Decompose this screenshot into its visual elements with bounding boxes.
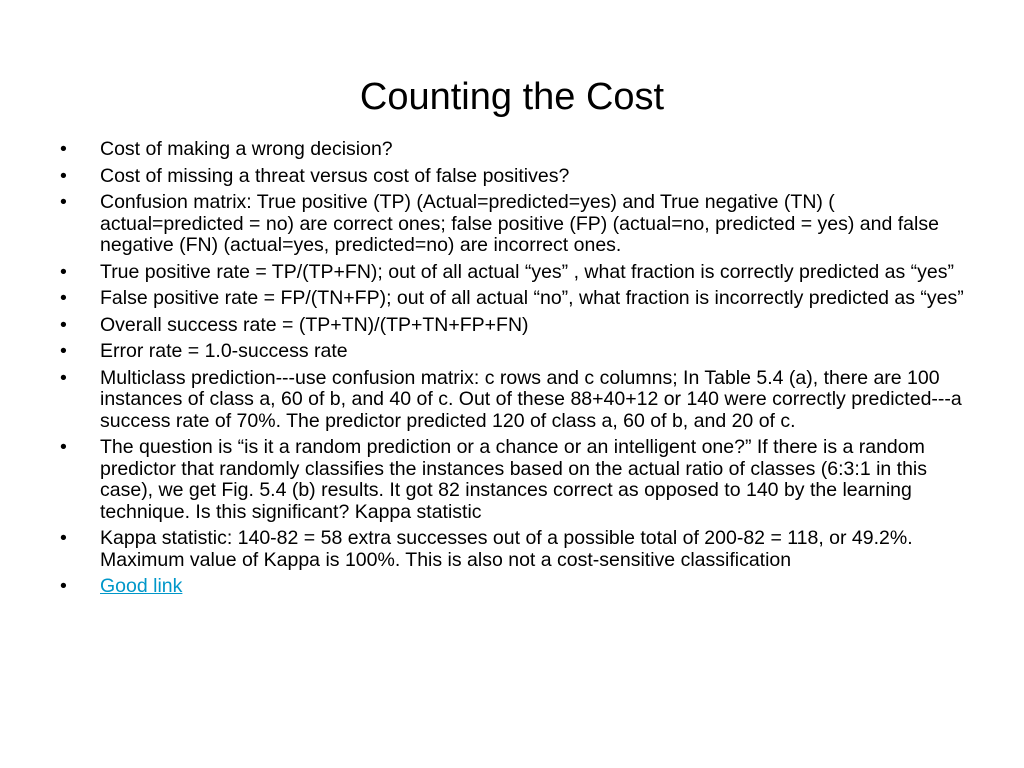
bullet-item [60,139,970,161]
bullet-item [60,288,970,310]
bullet-marker: • [60,436,67,458]
bullet-marker: • [60,138,67,160]
bullet-text: Cost of making a wrong decision? [100,138,393,160]
bullet-text: Multiclass prediction---use confusion matrix: c rows and c columns; In Table 5.4 (a), there are 100 instances of class a, 60 of b, and 40 of c. Out of these 88+40+12 or 140 were correctly predicted---a success rate of 70%. The predictor predicted 120 of class a, 60 of b, and 20 of c. [100,366,962,432]
bullet-text: Confusion matrix: True positive (TP) (Actual=predicted=yes) and True negative (TN) ( actual=predicted = no) are correct ones; false positive (FP) (actual=no, predicted = yes) and false negative (FN) (actual=yes, predicted=no) are incorrect ones. [100,191,939,256]
bullet-text: Overall success rate = (TP+TN)/(TP+TN+FP+FN) [100,313,529,336]
bullet-item [60,262,970,284]
bullet-marker: • [60,287,67,309]
bullet-item [60,437,970,523]
bullet-item [60,341,970,363]
bullet-marker: • [60,340,67,362]
bullet-text: Kappa statistic: 140-82 = 58 extra successes out of a possible total of 200-82 = 118, or 49.2%. Maximum value of Kappa is 100%. This is also not a cost-sensitive classification [100,527,913,571]
bullet-item [60,528,970,571]
bullet-item-link [60,576,970,598]
bullet-marker: • [60,313,67,336]
bullet-text: The question is “is it a random prediction or a chance or an intelligent one?” If there is a random predictor that randomly classifies the instances based on the actual ratio of classes (6:3:1 in this case), we get Fig. 5.4 (b) results. It got 82 instances correct as opposed to 140 by the learning technique. Is this significant? Kappa statistic [100,436,928,523]
bullet-text: True positive rate = TP/(TP+FN); out of all actual “yes” , what fraction is correctly predicted as “yes” [100,260,954,283]
bullet-item [60,368,970,433]
slide-title: Counting the Cost [359,76,665,118]
bullet-text: Error rate = 1.0-success rate [100,340,348,362]
bullet-list [60,139,970,603]
bullet-item [60,315,970,337]
bullet-item [60,166,970,188]
bullet-marker: • [60,164,67,187]
bullet-marker: • [60,366,67,389]
bullet-text: Cost of missing a threat versus cost of false positives? [100,164,570,187]
bullet-marker: • [60,527,67,549]
good-link[interactable]: Good link [100,575,183,597]
bullet-marker: • [60,191,67,213]
bullet-marker: • [60,260,67,283]
bullet-marker: • [60,575,67,597]
bullet-item [60,192,970,257]
bullet-text: False positive rate = FP/(TN+FP); out of all actual “no”, what fraction is incorrectly predicted as “yes” [100,287,964,309]
